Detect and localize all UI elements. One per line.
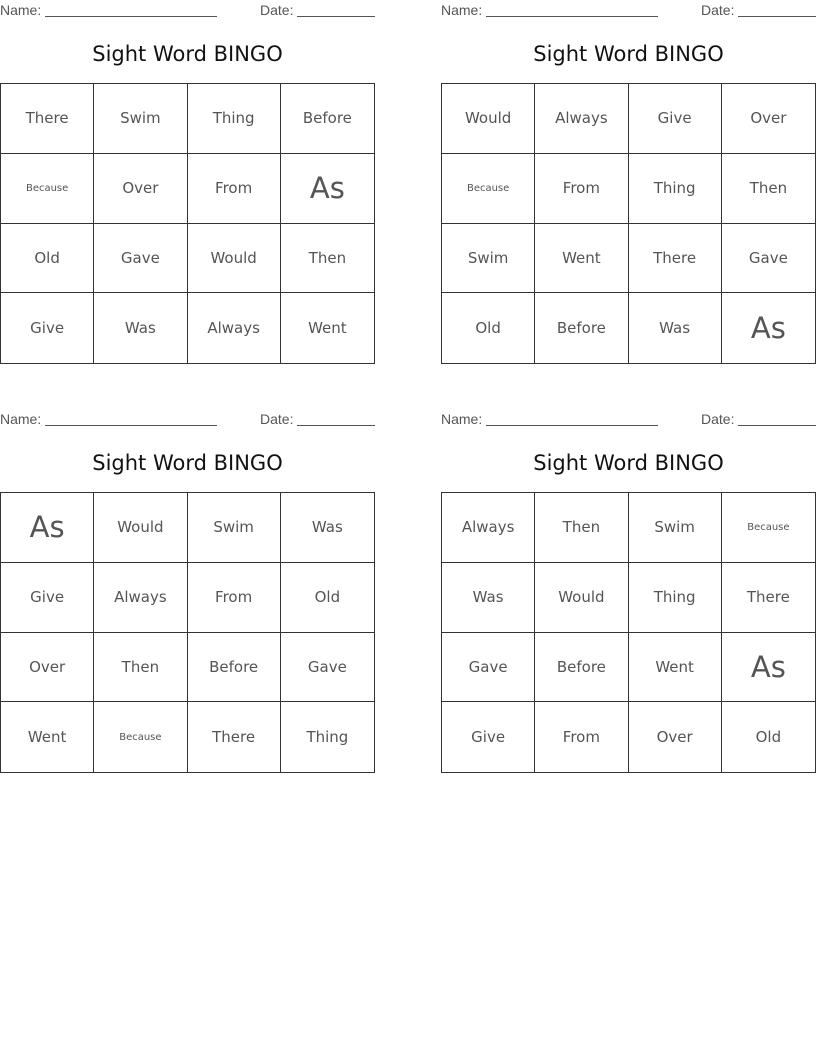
bingo-cell: Went	[308, 319, 347, 338]
name-label: Name:	[0, 411, 42, 427]
bingo-cell: Was	[442, 563, 535, 633]
date-label: Date:	[260, 411, 294, 427]
date-line	[297, 425, 375, 426]
bingo-cell: Before	[535, 293, 628, 363]
card-title: Sight Word BINGO	[92, 451, 283, 475]
bingo-cell: Old	[1, 224, 94, 294]
bingo-cell: Over	[1, 633, 94, 703]
bingo-cell: Old	[755, 728, 782, 747]
bingo-cell: Old	[442, 293, 535, 363]
bingo-cell: Give	[1, 293, 94, 363]
date-line	[738, 16, 816, 17]
bingo-cell: Old	[281, 563, 374, 633]
name-line	[45, 425, 217, 426]
bingo-cell: Was	[629, 293, 722, 363]
bingo-cell: Because	[722, 493, 815, 563]
date-label: Date:	[701, 411, 735, 427]
bingo-cell: Swim	[94, 84, 187, 154]
bingo-cell: Gave	[442, 633, 535, 703]
card-title: Sight Word BINGO	[533, 451, 724, 475]
name-line	[486, 425, 658, 426]
bingo-grid	[0, 83, 375, 364]
bingo-cell: Give	[1, 563, 94, 633]
bingo-cell: There	[629, 224, 722, 294]
bingo-cell: Give	[629, 84, 722, 154]
bingo-cell: Would	[442, 84, 535, 154]
card-header	[441, 0, 816, 20]
bingo-cell: As	[1, 493, 94, 563]
bingo-grid	[441, 492, 816, 773]
date-line	[738, 425, 816, 426]
bingo-cell: Was	[281, 493, 374, 563]
bingo-cell: Because	[1, 154, 94, 224]
bingo-cell: Was	[94, 293, 187, 363]
bingo-card-3	[0, 409, 375, 773]
bingo-cell: Would	[188, 224, 281, 294]
card-title: Sight Word BINGO	[92, 42, 283, 66]
date-label: Date:	[701, 2, 735, 18]
bingo-cell: Always	[442, 493, 535, 563]
bingo-grid	[0, 492, 375, 773]
bingo-cell: Gave	[94, 224, 187, 294]
bingo-cell: Thing	[629, 154, 722, 224]
bingo-cell: Swim	[629, 493, 722, 563]
bingo-cell: From	[188, 563, 281, 633]
bingo-cell: Gave	[722, 224, 815, 294]
bingo-cell: From	[535, 702, 628, 772]
bingo-cell: Always	[535, 84, 628, 154]
card-header	[441, 409, 816, 429]
bingo-cell: From	[188, 154, 281, 224]
date-line	[297, 16, 375, 17]
bingo-cell: Before	[535, 633, 628, 703]
bingo-card-1	[0, 0, 375, 364]
bingo-cell: Went	[629, 633, 722, 703]
name-line	[486, 16, 658, 17]
bingo-cell: Thing	[629, 563, 722, 633]
bingo-cell: Went	[1, 702, 94, 772]
bingo-cell: There	[1, 84, 94, 154]
bingo-cell: Thing	[306, 728, 349, 747]
bingo-card-4	[441, 409, 816, 773]
bingo-cell: Before	[281, 84, 374, 154]
date-label: Date:	[260, 2, 294, 18]
bingo-cell: Always	[94, 563, 187, 633]
bingo-cell: Swim	[188, 493, 281, 563]
bingo-cell: Before	[188, 633, 281, 703]
bingo-cell: Then	[281, 224, 374, 294]
bingo-cell: Over	[629, 702, 722, 772]
bingo-cell: Because	[442, 154, 535, 224]
name-label: Name:	[441, 2, 483, 18]
card-header	[0, 409, 375, 429]
card-title: Sight Word BINGO	[533, 42, 724, 66]
name-line	[45, 16, 217, 17]
bingo-cell: Gave	[281, 633, 374, 703]
name-label: Name:	[0, 2, 42, 18]
name-label: Name:	[441, 411, 483, 427]
bingo-cell: Went	[535, 224, 628, 294]
bingo-cell: Because	[94, 702, 187, 772]
bingo-cell: From	[535, 154, 628, 224]
bingo-cell: Over	[722, 84, 815, 154]
bingo-cell: Would	[94, 493, 187, 563]
bingo-cell: As	[281, 154, 374, 224]
bingo-cell: Thing	[188, 84, 281, 154]
bingo-cell: Then	[94, 633, 187, 703]
bingo-cell: Then	[535, 493, 628, 563]
bingo-cell: There	[722, 563, 815, 633]
bingo-cell: Then	[722, 154, 815, 224]
bingo-cell: Always	[188, 293, 281, 363]
bingo-cell: Would	[535, 563, 628, 633]
bingo-cell: As	[722, 633, 815, 703]
bingo-cell: Swim	[442, 224, 535, 294]
bingo-cell: Over	[94, 154, 187, 224]
bingo-cell: There	[188, 702, 281, 772]
bingo-grid	[441, 83, 816, 364]
bingo-card-2	[441, 0, 816, 364]
bingo-cell: Give	[442, 702, 535, 772]
card-header	[0, 0, 375, 20]
bingo-cell: As	[750, 311, 786, 346]
